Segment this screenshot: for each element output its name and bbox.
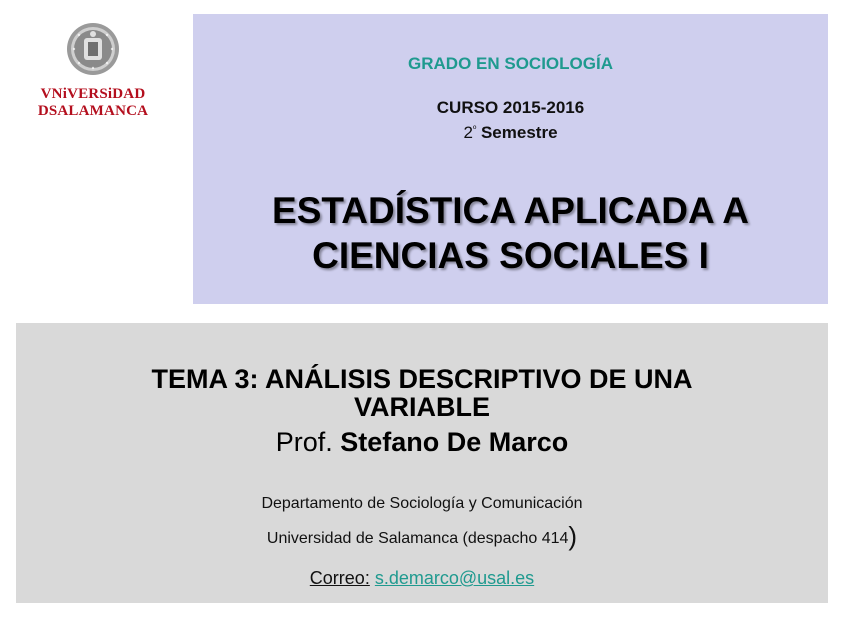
subject-line1: ESTADÍSTICA APLICADA A: [272, 190, 749, 231]
prof-name: Stefano De Marco: [340, 427, 569, 457]
email-link[interactable]: s.demarco@usal.es: [374, 568, 535, 588]
semester: [193, 123, 828, 143]
closing-paren: ): [568, 521, 578, 551]
university-office: [16, 521, 828, 552]
university-text: Universidad de Salamanca (despacho 414: [266, 530, 569, 547]
semester-label: Semestre: [480, 123, 558, 142]
course-title-box: [193, 14, 828, 304]
topic-info-box: [16, 323, 828, 603]
email-line: [16, 568, 828, 589]
email-label: Correo:: [309, 568, 370, 588]
professor: [16, 427, 828, 458]
university-logo: [18, 22, 168, 132]
semester-ordinal: º: [472, 124, 477, 134]
topic-title: [16, 365, 828, 421]
university-seal-icon: [66, 22, 120, 76]
university-wordmark: [18, 86, 168, 120]
department: Departamento de Sociología y Comunicación: [261, 495, 583, 512]
semester-number: 2: [463, 123, 473, 142]
topic-line2: VARIABLE: [353, 392, 490, 422]
degree-title: GRADO EN SOCIOLOGÍA: [408, 54, 613, 73]
wordmark-line2: DSALAMANCA: [37, 103, 149, 119]
course-year: CURSO 2015-2016: [436, 98, 585, 117]
subject-line2: CIENCIAS SOCIALES I: [312, 235, 709, 276]
topic-line1: TEMA 3: ANÁLISIS DESCRIPTIVO DE UNA: [151, 364, 693, 394]
prof-prefix: Prof.: [275, 427, 333, 457]
subject-title: [193, 188, 828, 278]
wordmark-line1: VNiVERSiDAD: [40, 86, 146, 102]
